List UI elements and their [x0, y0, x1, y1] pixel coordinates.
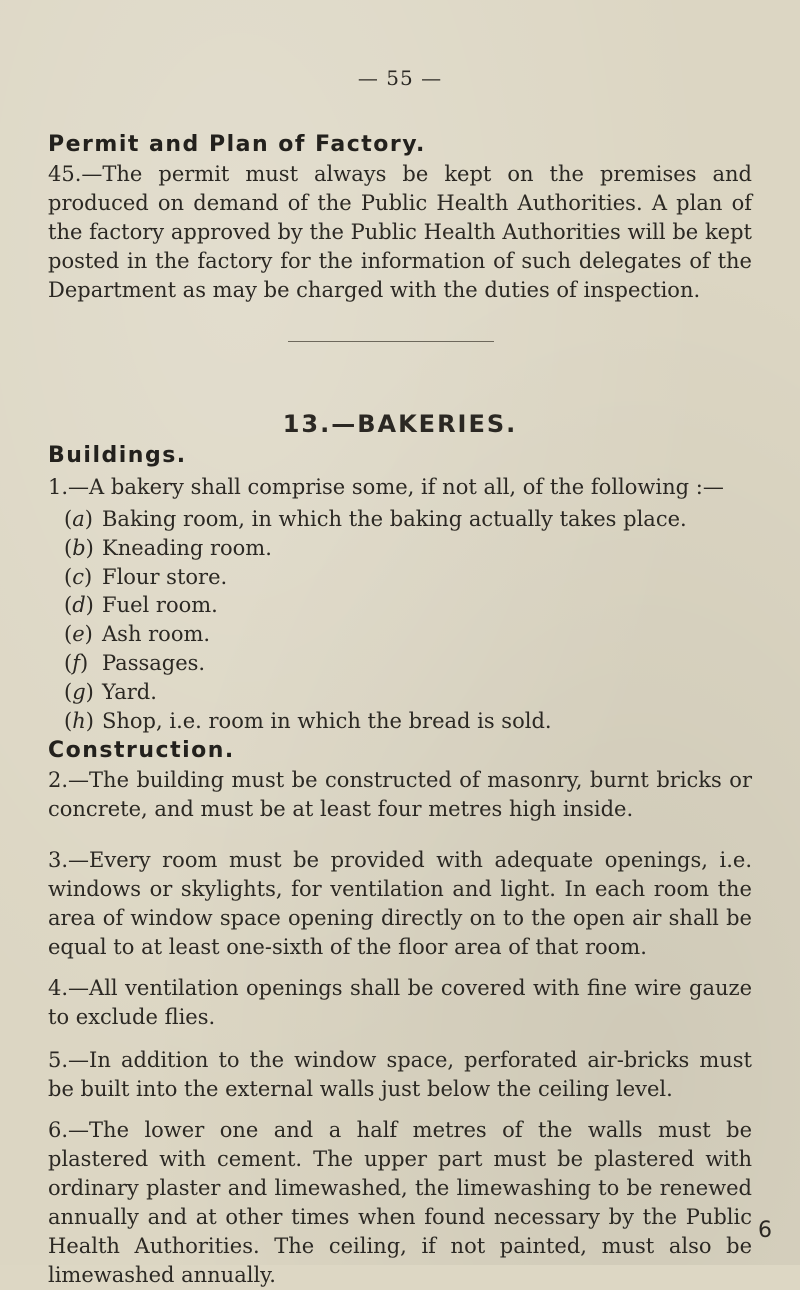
corner-mark: 6 [758, 1218, 772, 1243]
construction-paragraph-6: 6.—The lower one and a half metres of the walls must be plastered with cement. The upper part must be plastered with ordinary plaster and limewashed, the limewashing to be renewed annually and at other times when found necessary by the Public Health Authorities. The ceiling, if not painted, must also be limewashed annually. [48, 1118, 752, 1287]
construction-paragraph-2: 2.—The building must be constructed of masonry, burnt bricks or concrete, and must be at least four metres high inside. [48, 768, 752, 821]
page-number: — 55 — [357, 66, 443, 90]
buildings-intro: 1.—A bakery shall comprise some, if not all, of the following :— [48, 475, 724, 499]
list-item: (f) Passages. [64, 650, 206, 675]
construction-paragraph-4: 4.—All ventilation openings shall be covered with fine wire gauze to exclude flies. [48, 976, 752, 1029]
construction-paragraph-5: 5.—In addition to the window space, perforated air-bricks must be built into the external walls just below the ceiling level. [48, 1048, 752, 1101]
permit-paragraph: 45.—The permit must always be kept on the premises and produced on demand of the Public Health Authorities. A plan of the factory approved by the Public Health Authorities will be kept posted in the factory for the information of such delegates of the Department as may be charged with the duties of inspection. [48, 162, 752, 302]
list-item: (e) Ash room. [64, 622, 211, 647]
list-item: (h) Shop, i.e. room in which the bread is sold. [64, 708, 552, 733]
construction-paragraph-3: 3.—Every room must be provided with adequate openings, i.e. windows or skylights, for ventilation and light. In each room the area of window space opening directly on to the open air shall be equal to at least one-sixth of the floor area of that room. [48, 848, 752, 959]
permit-heading: Permit and Plan of Factory. [48, 132, 426, 157]
buildings-heading: Buildings. [48, 443, 187, 468]
construction-heading: Construction. [48, 738, 235, 763]
section-divider [288, 341, 494, 342]
bakeries-title: 13.—BAKERIES. [282, 410, 518, 438]
list-item: (a) Baking room, in which the baking actually takes place. [64, 507, 687, 531]
list-item: (g) Yard. [64, 679, 157, 704]
bakery-rooms-list [64, 505, 687, 735]
list-item: (d) Fuel room. [64, 593, 218, 618]
list-item: (b) Kneading room. [64, 535, 272, 560]
list-item: (c) Flour store. [64, 564, 228, 589]
